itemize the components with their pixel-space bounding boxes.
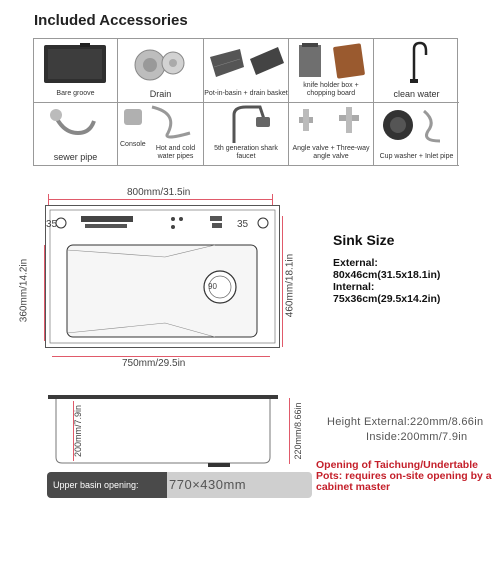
- sink-size-heading: Sink Size: [333, 232, 395, 248]
- inner-width-label: 750mm/29.5in: [122, 358, 186, 369]
- accessory-bare-groove: Bare groove: [34, 39, 118, 103]
- drain-icon: [118, 39, 204, 89]
- width-dimension-line: [48, 199, 273, 200]
- accessory-clean-water: clean water: [374, 39, 459, 103]
- internal-value: 75x36cm(29.5x14.2in): [333, 293, 441, 305]
- accessory-sewer-pipe: sewer pipe: [34, 103, 118, 166]
- accessory-cup-washer: Cup washer + Inlet pipe: [374, 103, 459, 166]
- angle-valve-icon: [289, 103, 374, 143]
- external-label: External:: [333, 257, 378, 269]
- corner-right-label: 35: [237, 219, 249, 230]
- accessory-pot-in-basin: Pot-in-basin + drain basket: [204, 39, 289, 103]
- upper-basin-bar: [47, 472, 312, 498]
- accessory-drain: Drain: [118, 39, 204, 103]
- faucet-icon: [374, 39, 459, 89]
- corner-left-label: 35: [46, 219, 58, 230]
- external-value: 80x46cm(31.5x18.1in): [333, 269, 441, 281]
- height-inside-text: Inside:200mm/7.9in: [366, 431, 468, 443]
- shark-faucet-icon: [204, 103, 289, 151]
- width-label: 800mm/31.5in: [127, 187, 191, 198]
- opening-note: Opening of Taichung/Undertable Pots: requires on-site opening by a cabinet master: [316, 459, 492, 493]
- accessories-grid: [33, 38, 458, 166]
- cup-washer-icon: [374, 103, 459, 149]
- sink-side-view: [48, 395, 288, 470]
- width-tick-right: [272, 194, 273, 205]
- sewer-pipe-icon: [34, 103, 118, 151]
- height-external-text: Height External:220mm/8.66in: [327, 416, 484, 428]
- width-tick-left: [48, 194, 49, 205]
- inner-height-line: [44, 245, 45, 341]
- sink-icon: [34, 39, 118, 89]
- outer-height-label: 460mm/18.1in: [284, 253, 296, 318]
- drain-diameter-label: 90: [208, 282, 217, 291]
- outer-depth-line: [289, 398, 290, 464]
- outer-depth-label: 220mm/8.66in: [293, 402, 303, 460]
- water-pipes-icon: [118, 103, 204, 143]
- accessory-angle-valves: Angle valve + Three-way angle valve: [289, 103, 374, 166]
- inner-width-line: [52, 356, 270, 357]
- page-title: Included Accessories: [34, 12, 188, 29]
- upper-basin-value: 770×430mm: [169, 477, 247, 492]
- basket-icon: [204, 39, 289, 89]
- upper-basin-label: Upper basin opening:: [47, 472, 167, 498]
- inner-height-label: 360mm/14.2in: [18, 258, 30, 323]
- inner-depth-label: 200mm/7.9in: [73, 404, 83, 458]
- accessory-shark-faucet: 5th generation shark faucet: [204, 103, 289, 166]
- outer-height-line: [282, 216, 283, 347]
- accessory-console-pipes: Console Hot and cold water pipes: [118, 103, 204, 166]
- accessory-knife-holder: knife holder box + chopping board: [289, 39, 374, 103]
- internal-label: Internal:: [333, 281, 375, 293]
